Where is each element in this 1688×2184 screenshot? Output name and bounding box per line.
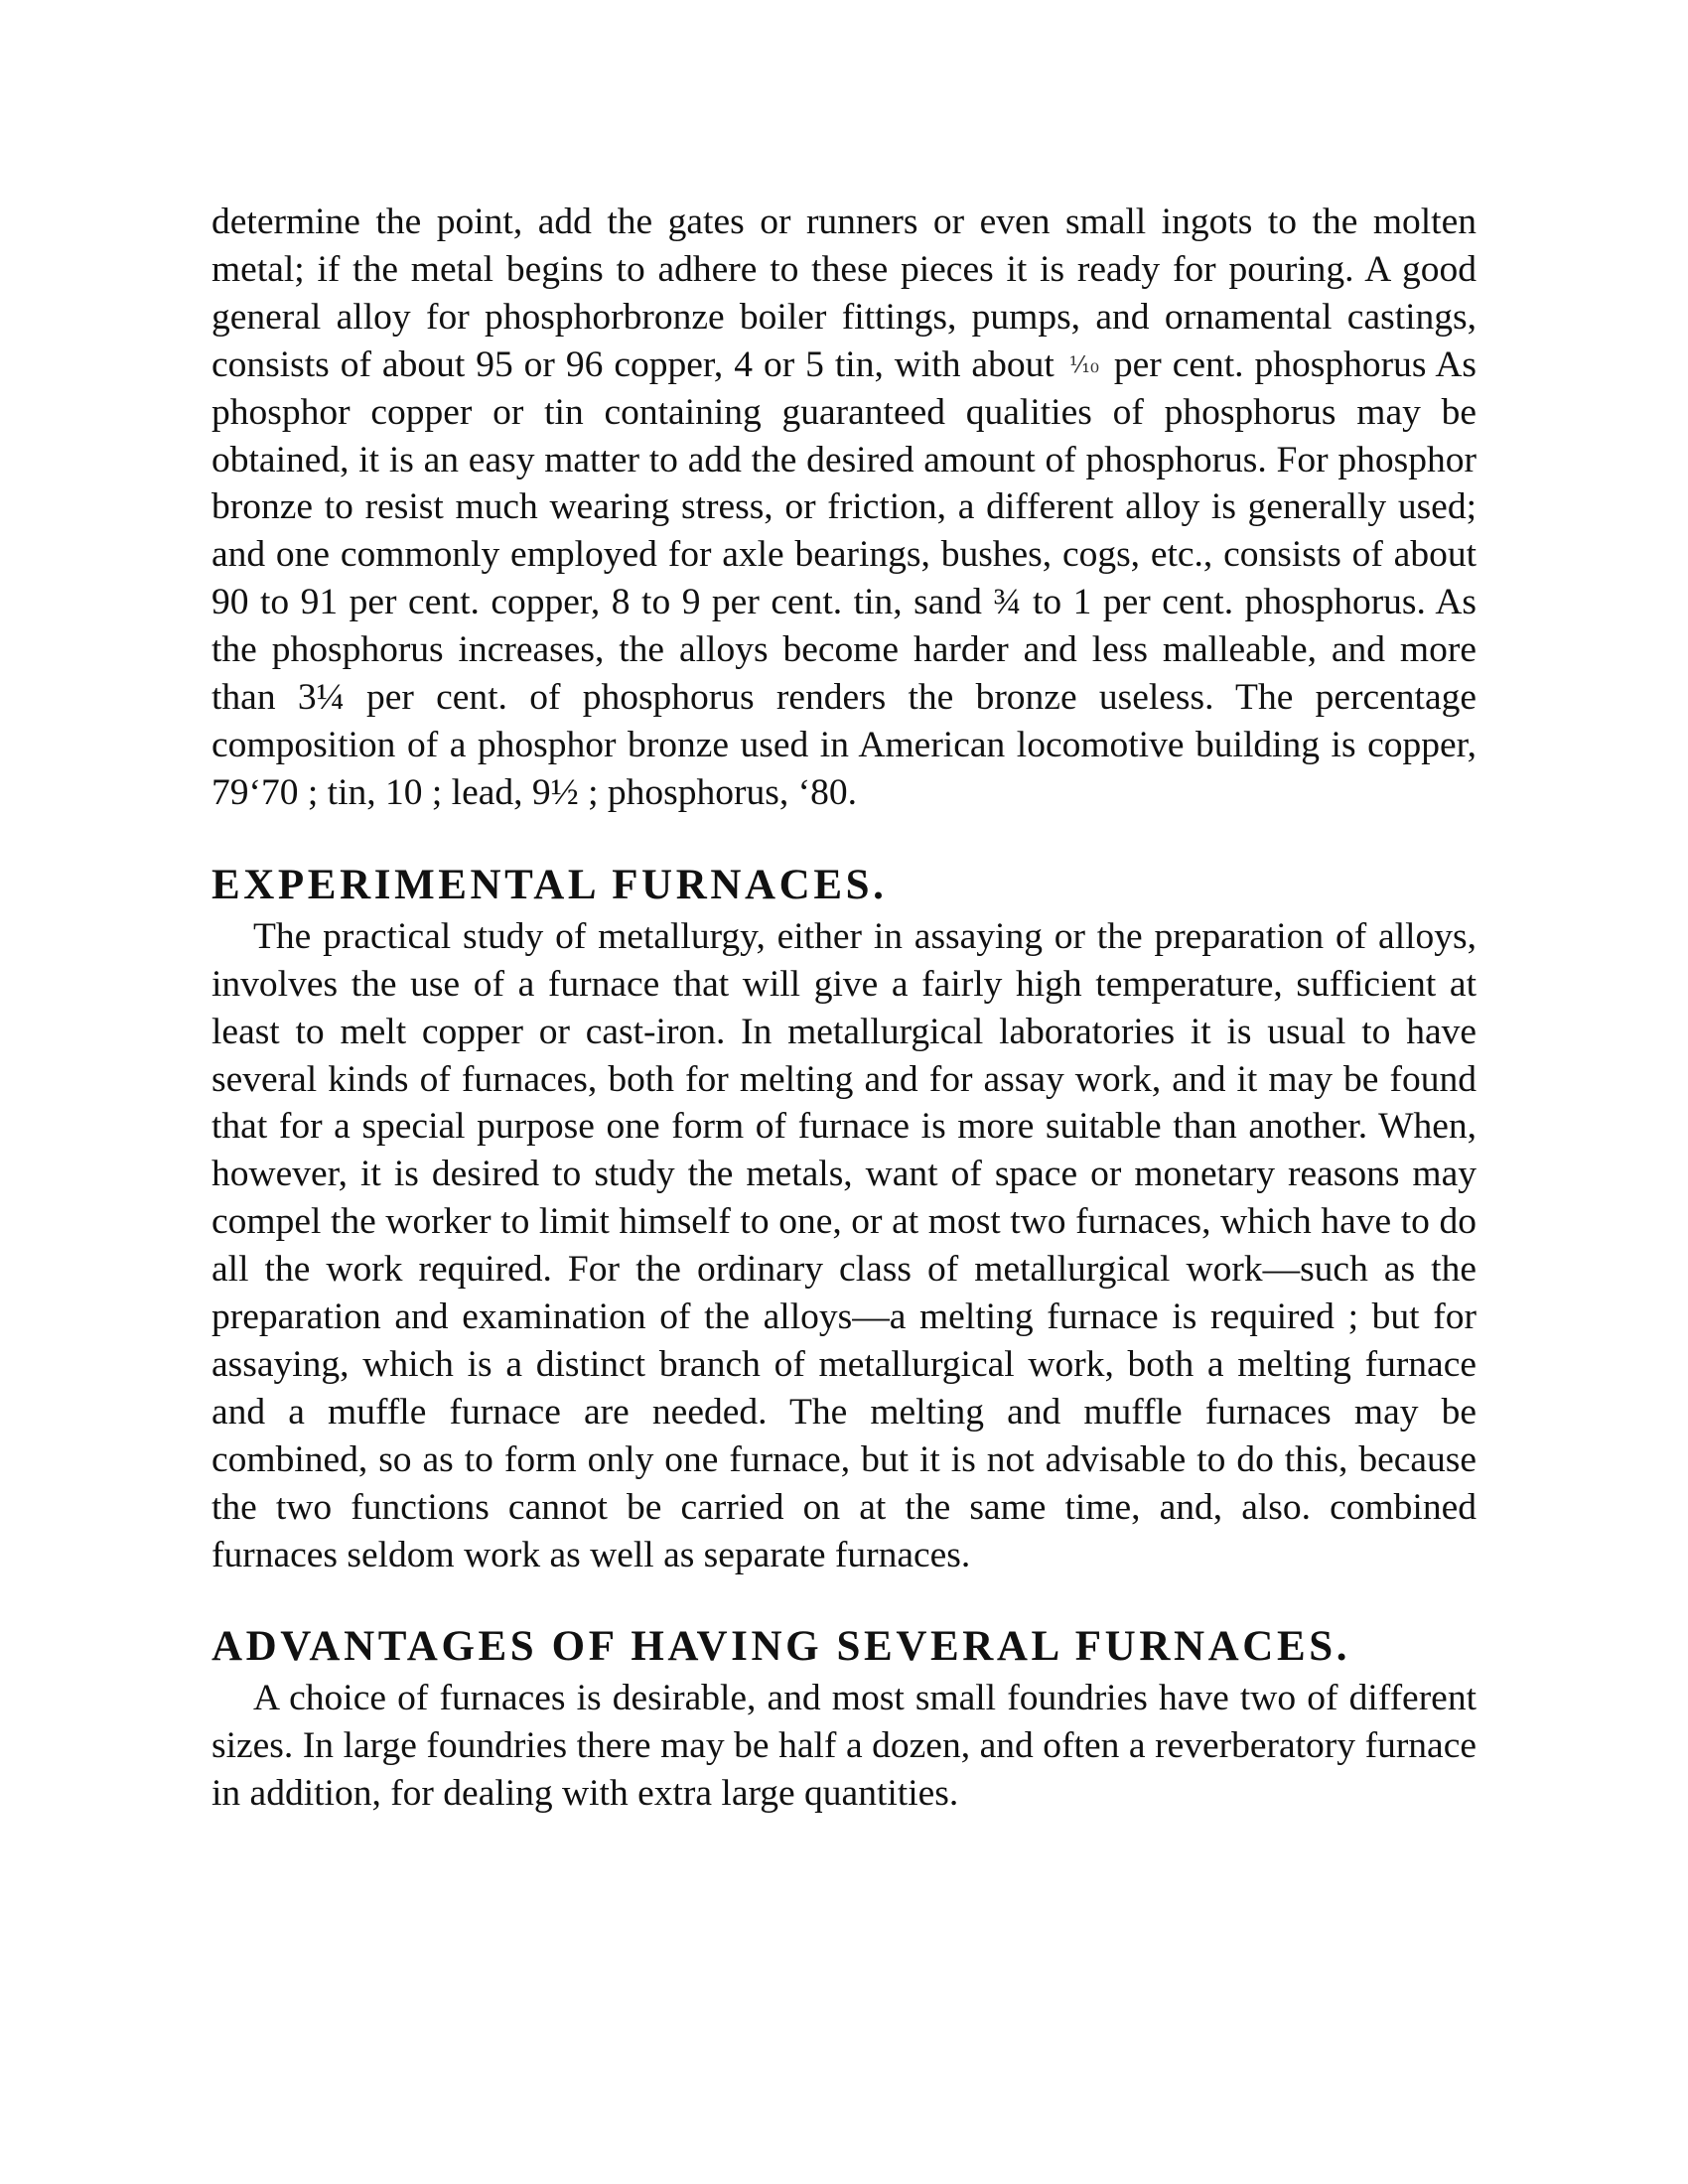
paragraph-text-part-b: per cent. phosphorus As phosphor copper or tin containing guaranteed qualities of phosphorus may be obtained, it is an easy matter to add the desired amount of phosphorus. For phosphor bronze to resist much wearing stress, or friction, a different alloy is generally used; and one commonly employed for axle bearings, bushes, cogs, etc., consists of about 90 to 91 per cent. copper, 8 to 9 per cent. tin, sand ¾ to 1 per cent. phosphorus. As the phosphorus increases, the alloys become harder and less malleable, and more than 3¼ per cent. of phosphorus renders the bronze useless. The percentage composition of a phosphor bronze used in American locomotive building is copper, 79‘70 ; tin, 10 ; lead, 9½ ; phosphorus, ‘80. <box>211 343 1477 813</box>
fraction-glyph: ⅒ <box>1068 351 1099 377</box>
paragraph-text-part-a: determine the point, add the gates or runners or even small ingots to the molten metal; if the metal begins to adhere to these pieces it is ready for pouring. A good general alloy for phosphorbronze boiler fittings, pumps, and ornamental castings, consists of about 95 or 96 copper, 4 or 5 tin, with about <box>211 202 1477 385</box>
heading-experimental-furnaces: EXPERIMENTAL FURNACES. <box>211 861 888 908</box>
paragraph-advantages: A choice of furnaces is desirable, and most small foundries have two of different sizes. In large foundries there may be half a dozen, and often a reverberatory furnace in addition, for dealing with extra large quantities. <box>211 1678 1477 1815</box>
heading-advantages-several-furnaces: ADVANTAGES OF HAVING SEVERAL FURNACES. <box>211 1623 1351 1671</box>
paragraph-experimental-furnaces: The practical study of metallurgy, either in assaying or the preparation of alloys, involves the use of a furnace that will give a fairly high temperature, sufficient at least to melt copper or cast-iron. In metallurgical laboratories it is usual to have several kinds of furnaces, both for melting and for assay work, and it may be found that for a special purpose one form of furnace is more suitable than another. When, however, it is desired to study the metals, want of space or monetary reasons may compel the worker to limit himself to one, or at most two furnaces, which have to do all the work required. For the ordinary class of metallurgical work—such as the preparation and examination of the alloys—a melting furnace is required ; but for assaying, which is a distinct branch of metallurgical work, both a melting furnace and a muffle furnace are needed. The melting and muffle furnaces may be combined, so as to form only one furnace, but it is not advisable to do this, because the two functions cannot be carried on at the same time, and, also. combined furnaces seldom work as well as separate furnaces. <box>211 915 1477 1575</box>
page-content <box>211 199 1477 1818</box>
paragraph-alloy-continuation <box>211 199 1477 817</box>
